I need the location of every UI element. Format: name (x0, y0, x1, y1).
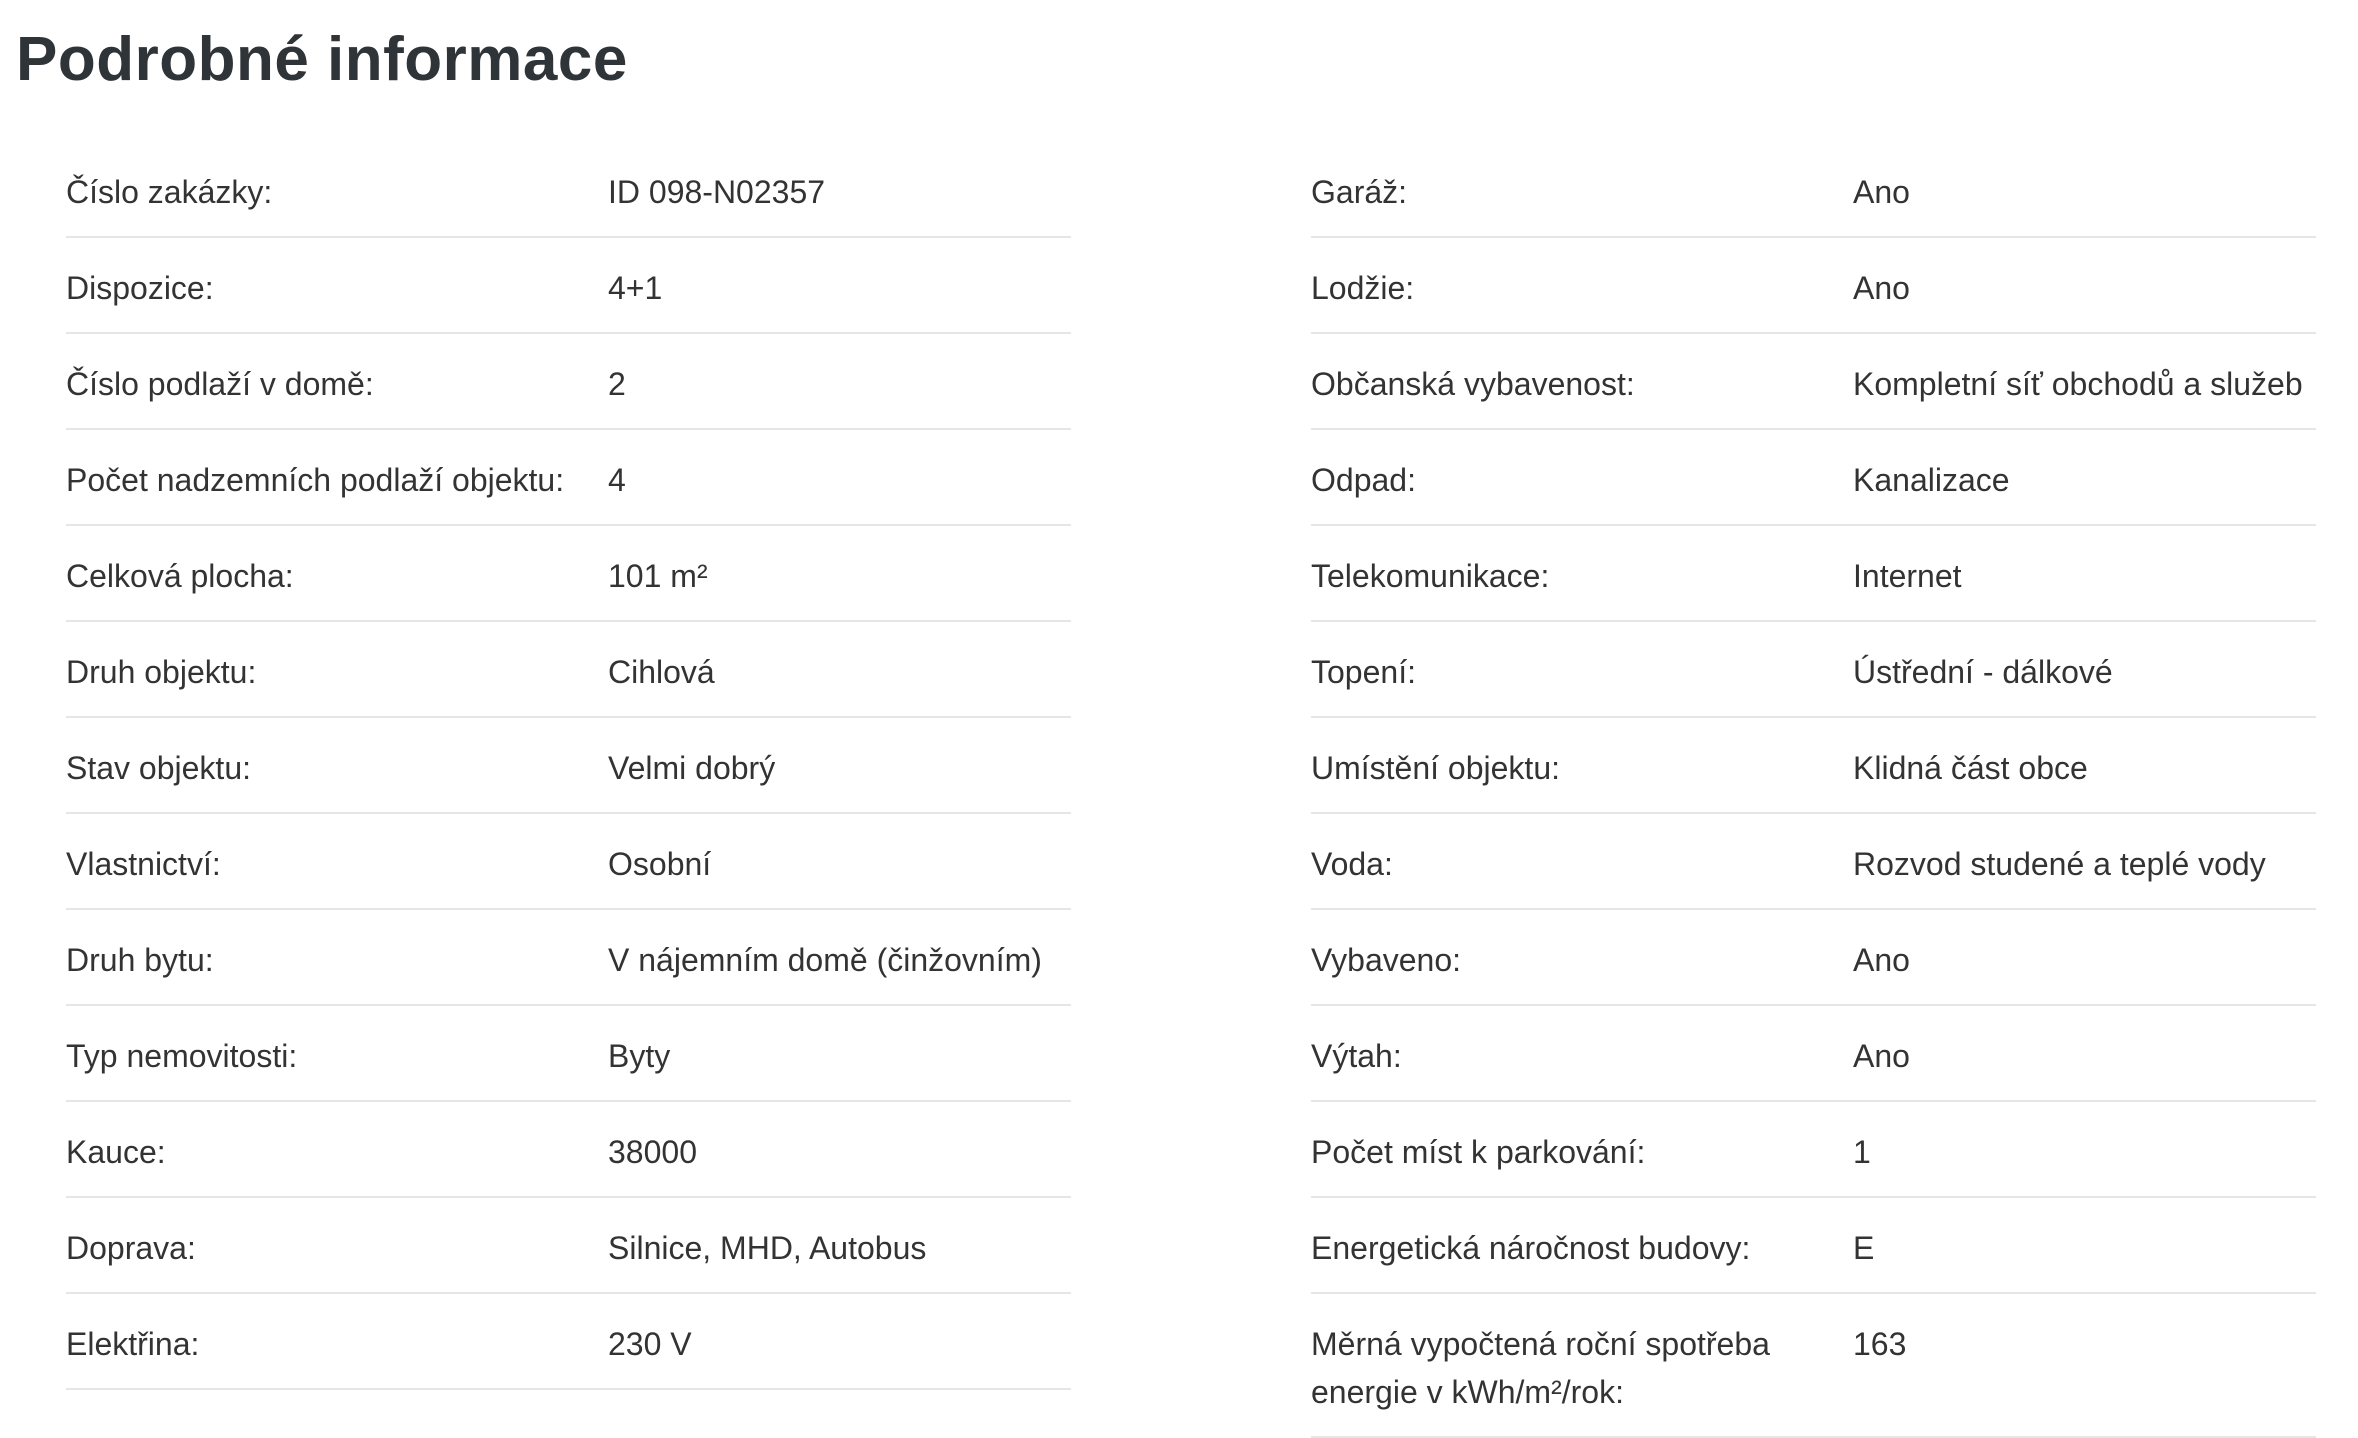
detail-label: Občanská vybavenost: (1311, 366, 1635, 402)
detail-value: Osobní (608, 846, 712, 882)
detail-value: 101 m² (608, 558, 708, 594)
detail-value: 230 V (608, 1326, 692, 1362)
details-column-left (66, 142, 1071, 1438)
detail-value: Ústřední - dálkové (1853, 654, 2113, 690)
detail-row (66, 1102, 1071, 1198)
detail-row (1311, 622, 2316, 718)
detail-label: Garáž: (1311, 174, 1408, 210)
detail-value: 163 (1853, 1326, 1907, 1362)
detail-label: Telekomunikace: (1311, 558, 1550, 594)
detail-row (66, 1006, 1071, 1102)
detail-row (66, 334, 1071, 430)
detail-value: Ano (1853, 270, 1910, 306)
detail-row (66, 910, 1071, 1006)
detail-value: Byty (608, 1038, 671, 1074)
detail-row (1311, 718, 2316, 814)
detail-label: Lodžie: (1311, 270, 1415, 306)
detail-row (66, 526, 1071, 622)
detail-value: E (1853, 1230, 1875, 1266)
details-column-right (1311, 142, 2316, 1438)
detail-row (1311, 910, 2316, 1006)
detail-label: Vlastnictví: (66, 846, 221, 882)
detail-value: Internet (1853, 558, 1962, 594)
detail-row (66, 718, 1071, 814)
detail-label: Výtah: (1311, 1038, 1402, 1074)
detail-value: Silnice, MHD, Autobus (608, 1230, 927, 1266)
detail-value: Ano (1853, 942, 1910, 978)
detail-row (66, 814, 1071, 910)
details-columns (66, 142, 2316, 1438)
detail-row (66, 430, 1071, 526)
detail-row (66, 1294, 1071, 1390)
detail-row (1311, 430, 2316, 526)
detail-row (66, 142, 1071, 238)
detail-value: Velmi dobrý (608, 750, 776, 786)
detail-label: Počet nadzemních podlaží objektu: (66, 462, 565, 498)
detail-row (66, 622, 1071, 718)
detail-row (1311, 526, 2316, 622)
detail-value: 38000 (608, 1134, 697, 1170)
detail-row (1311, 334, 2316, 430)
detail-label: Celková plocha: (66, 558, 294, 594)
detail-row (1311, 238, 2316, 334)
detail-label: Číslo podlaží v domě: (66, 366, 374, 402)
section-title: Podrobné informace (16, 25, 628, 94)
detail-label: Stav objektu: (66, 750, 251, 786)
detail-label: Odpad: (1311, 462, 1416, 498)
detail-value: Ano (1853, 1038, 1910, 1074)
detail-label: Číslo zakázky: (66, 174, 273, 210)
detail-label: Kauce: (66, 1134, 166, 1170)
detail-row (1311, 1102, 2316, 1198)
detail-value: 1 (1853, 1134, 1871, 1170)
detail-value: Rozvod studené a teplé vody (1853, 846, 2266, 882)
detail-value: Ano (1853, 174, 1910, 210)
detail-label: Počet míst k parkování: (1311, 1134, 1646, 1170)
detail-value: ID 098-N02357 (608, 174, 826, 210)
detail-label: Druh objektu: (66, 654, 257, 690)
detail-row (1311, 814, 2316, 910)
detail-row (1311, 1006, 2316, 1102)
detail-label: Měrná vypočtená roční spotřeba energie v kWh/m²/rok: (1311, 1326, 1770, 1410)
detail-label: Voda: (1311, 846, 1393, 882)
detail-label: Elektřina: (66, 1326, 200, 1362)
detail-label: Topení: (1311, 654, 1416, 690)
detail-label: Umístění objektu: (1311, 750, 1560, 786)
detail-value: Kompletní síť obchodů a služeb (1853, 366, 2303, 402)
detail-row (66, 238, 1071, 334)
detail-label: Typ nemovitosti: (66, 1038, 298, 1074)
detail-label: Druh bytu: (66, 942, 214, 978)
detail-value: V nájemním domě (činžovním) (608, 942, 1042, 978)
detail-value: Kanalizace (1853, 462, 2010, 498)
detail-value: 4+1 (608, 270, 663, 306)
detail-label: Energetická náročnost budovy: (1311, 1230, 1751, 1266)
detail-label: Vybaveno: (1311, 942, 1462, 978)
detail-label: Doprava: (66, 1230, 196, 1266)
detail-value: 4 (608, 462, 626, 498)
detail-label: Dispozice: (66, 270, 214, 306)
detail-row (1311, 142, 2316, 238)
detail-value: Cihlová (608, 654, 715, 690)
detail-row (1311, 1294, 2316, 1438)
detail-value: Klidná část obce (1853, 750, 2088, 786)
detail-row (66, 1198, 1071, 1294)
detail-value: 2 (608, 366, 626, 402)
detail-row (1311, 1198, 2316, 1294)
